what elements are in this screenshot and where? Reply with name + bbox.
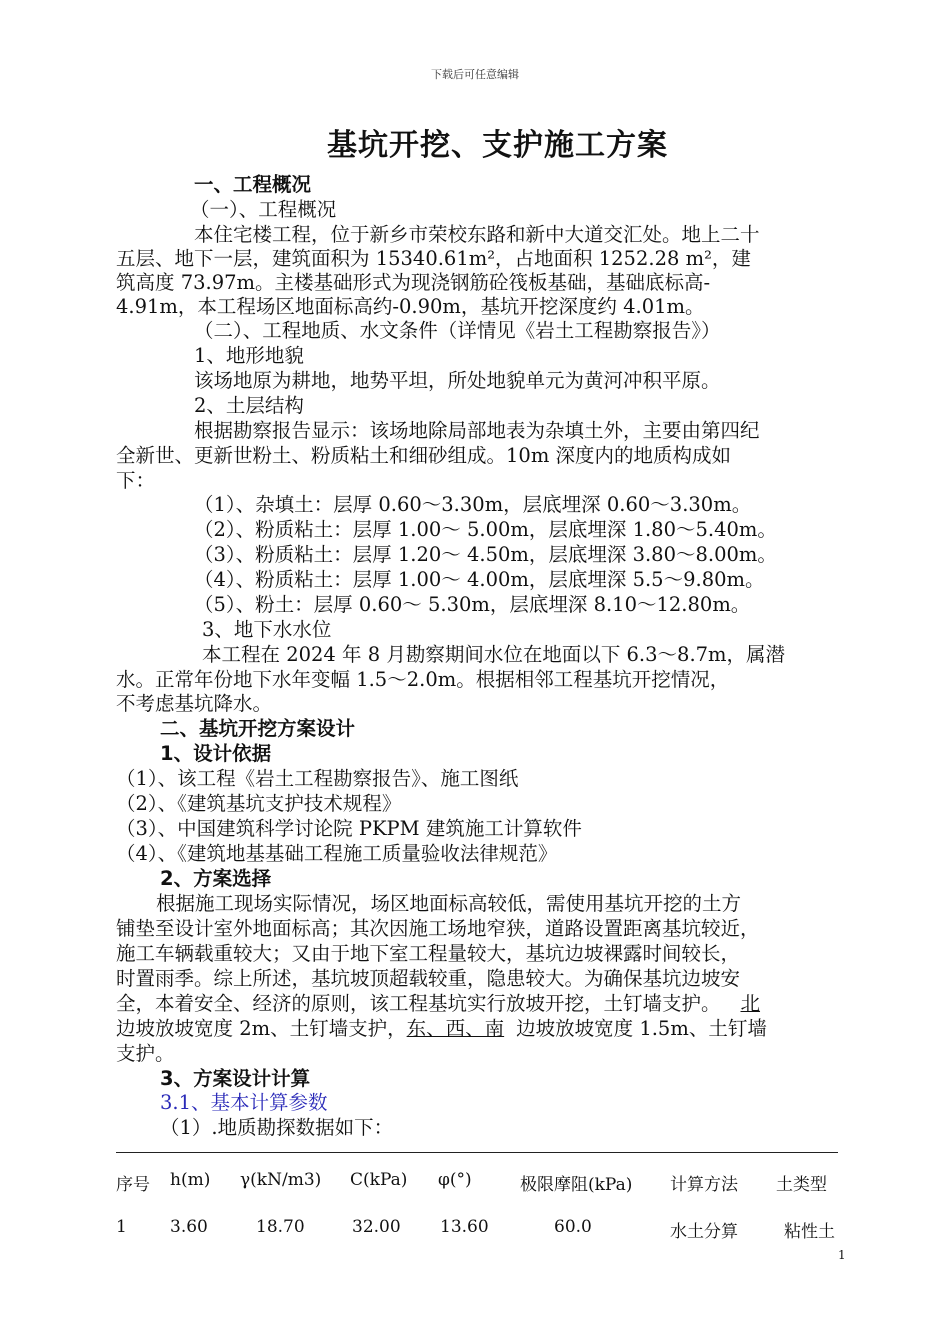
paragraph-line: 五层、地下一层，建筑面积为 15340.61m²，占地面积 1252.28 m²，建 bbox=[116, 247, 751, 270]
paragraph-line: 下： bbox=[116, 469, 156, 492]
table-header-cell: 极限摩阻(kPa) bbox=[520, 1175, 633, 1195]
paragraph-text: 全，本着安全、经济的原则，该工程基坑实行放坡开挖，土钉墙支护。 bbox=[116, 992, 721, 1015]
paragraph-line bbox=[116, 991, 760, 1016]
page-number: 1 bbox=[838, 1248, 846, 1262]
basis-item: （2）、《建筑基坑支护技术规程》 bbox=[116, 792, 402, 815]
table-cell: 32.00 bbox=[352, 1217, 401, 1237]
paragraph-line bbox=[116, 1016, 767, 1041]
document-title: 基坑开挖、支护施工方案 bbox=[327, 128, 668, 163]
table-top-rule bbox=[116, 1152, 838, 1153]
basis-item: （3）、中国建筑科学讨论院 PKPM 建筑施工计算软件 bbox=[116, 817, 582, 840]
table-header-cell: 计算方法 bbox=[670, 1175, 738, 1195]
subsection-3-1-heading: 3.1、基本计算参数 bbox=[160, 1091, 328, 1114]
table-cell: 粘性土 bbox=[784, 1222, 835, 1242]
page-header-note: 下载后可任意编辑 bbox=[431, 68, 519, 81]
table-header-cell: 土类型 bbox=[776, 1175, 827, 1195]
soil-layer-line: （3）、粉质粘土：层厚 1.20～ 4.50m，层底埋深 3.80～8.00m。 bbox=[194, 543, 777, 566]
section-2-heading: 二、基坑开挖方案设计 bbox=[160, 717, 356, 740]
paragraph-line: 支护。 bbox=[116, 1042, 175, 1065]
soil-layer-line: （2）、粉质粘土：层厚 1.00～ 5.00m，层底埋深 1.80～5.40m。 bbox=[194, 518, 777, 541]
underlined-directions: 东、西、南 bbox=[406, 1017, 505, 1040]
topic-heading: 2、土层结构 bbox=[194, 394, 304, 417]
section-1-heading: 一、工程概况 bbox=[194, 173, 312, 196]
topic-heading: 1、地形地貌 bbox=[194, 344, 304, 367]
soil-layer-line: （5）、粉土：层厚 0.60～ 5.30m，层底埋深 8.10～12.80m。 bbox=[194, 593, 751, 616]
topic-heading: 3、地下水水位 bbox=[202, 618, 332, 641]
paragraph-line: 根据勘察报告显示：该场地除局部地表为杂填土外，主要由第四纪 bbox=[194, 419, 760, 442]
subsection-heading: 3、方案设计计算 bbox=[160, 1067, 311, 1090]
paragraph-line: 4.91m，本工程场区地面标高约-0.90m，基坑开挖深度约 4.01m。 bbox=[116, 295, 705, 318]
subsection-heading: 2、方案选择 bbox=[160, 867, 272, 890]
paragraph-line: 该场地原为耕地，地势平坦，所处地貌单元为黄河冲积平原。 bbox=[194, 369, 721, 392]
table-cell: 60.0 bbox=[554, 1217, 592, 1237]
table-header-cell: 序号 bbox=[116, 1175, 150, 1195]
paragraph-text: 边坡放坡宽度 1.5m、土钉墙 bbox=[516, 1017, 767, 1040]
paragraph-line: 筑高度 73.97m。主楼基础形式为现浇钢筋砼筏板基础，基础底标高- bbox=[116, 271, 711, 294]
paragraph-text: 边坡放坡宽度 2m、土钉墙支护， bbox=[116, 1017, 407, 1040]
paragraph-line: 根据施工现场实际情况，场区地面标高较低，需使用基坑开挖的土方 bbox=[156, 892, 742, 915]
table-cell: 13.60 bbox=[440, 1217, 489, 1237]
paragraph-line: 时置雨季。综上所述，基坑坡顶超载较重，隐患较大。为确保基坑边坡安 bbox=[116, 967, 741, 990]
soil-layer-line: （1）、杂填土：层厚 0.60～3.30m，层底埋深 0.60～3.30m。 bbox=[194, 493, 752, 516]
section-1-sub-2: （二）、工程地质、水文条件（详情见《岩土工程勘察报告》） bbox=[194, 319, 721, 342]
paragraph-line: 水。正常年份地下水年变幅 1.5～2.0m。根据相邻工程基坑开挖情况， bbox=[116, 668, 730, 691]
paragraph-line: 本住宅楼工程，位于新乡市荣校东路和新中大道交汇处。地上二十 bbox=[194, 223, 760, 246]
table-header-cell: h(m) bbox=[170, 1170, 211, 1190]
subsection-heading: 1、设计依据 bbox=[160, 742, 272, 765]
paragraph-line: （1）.地质勘探数据如下： bbox=[160, 1116, 394, 1139]
section-1-sub-1: （一）、工程概况 bbox=[190, 198, 337, 221]
table-cell: 18.70 bbox=[256, 1217, 305, 1237]
table-header-cell: C(kPa) bbox=[350, 1170, 408, 1190]
soil-layer-line: （4）、粉质粘土：层厚 1.00～ 4.00m，层底埋深 5.5～9.80m。 bbox=[194, 568, 765, 591]
paragraph-line: 铺垫至设计室外地面标高；其次因施工场地窄狭，道路设置距离基坑较近， bbox=[116, 917, 760, 940]
paragraph-line: 全新世、更新世粉土、粉质粘土和细砂组成。10m 深度内的地质构成如 bbox=[116, 444, 732, 467]
table-header-cell: γ(kN/m3) bbox=[240, 1170, 322, 1190]
table-cell: 水土分算 bbox=[670, 1222, 738, 1242]
underlined-direction: 北 bbox=[740, 992, 761, 1015]
paragraph-line: 不考虑基坑降水。 bbox=[116, 692, 273, 715]
table-cell: 3.60 bbox=[170, 1217, 208, 1237]
table-header-cell: φ(°) bbox=[438, 1170, 472, 1190]
paragraph-line: 本工程在 2024 年 8 月勘察期间水位在地面以下 6.3～8.7m，属潜 bbox=[202, 643, 786, 666]
basis-item: （4）、《建筑地基基础工程施工质量验收法律规范》 bbox=[116, 842, 558, 865]
basis-item: （1）、该工程《岩土工程勘察报告》、施工图纸 bbox=[116, 767, 519, 790]
paragraph-line: 施工车辆载重较大；又由于地下室工程量较大，基坑边坡裸露时间较长， bbox=[116, 942, 741, 965]
table-cell: 1 bbox=[116, 1217, 127, 1237]
